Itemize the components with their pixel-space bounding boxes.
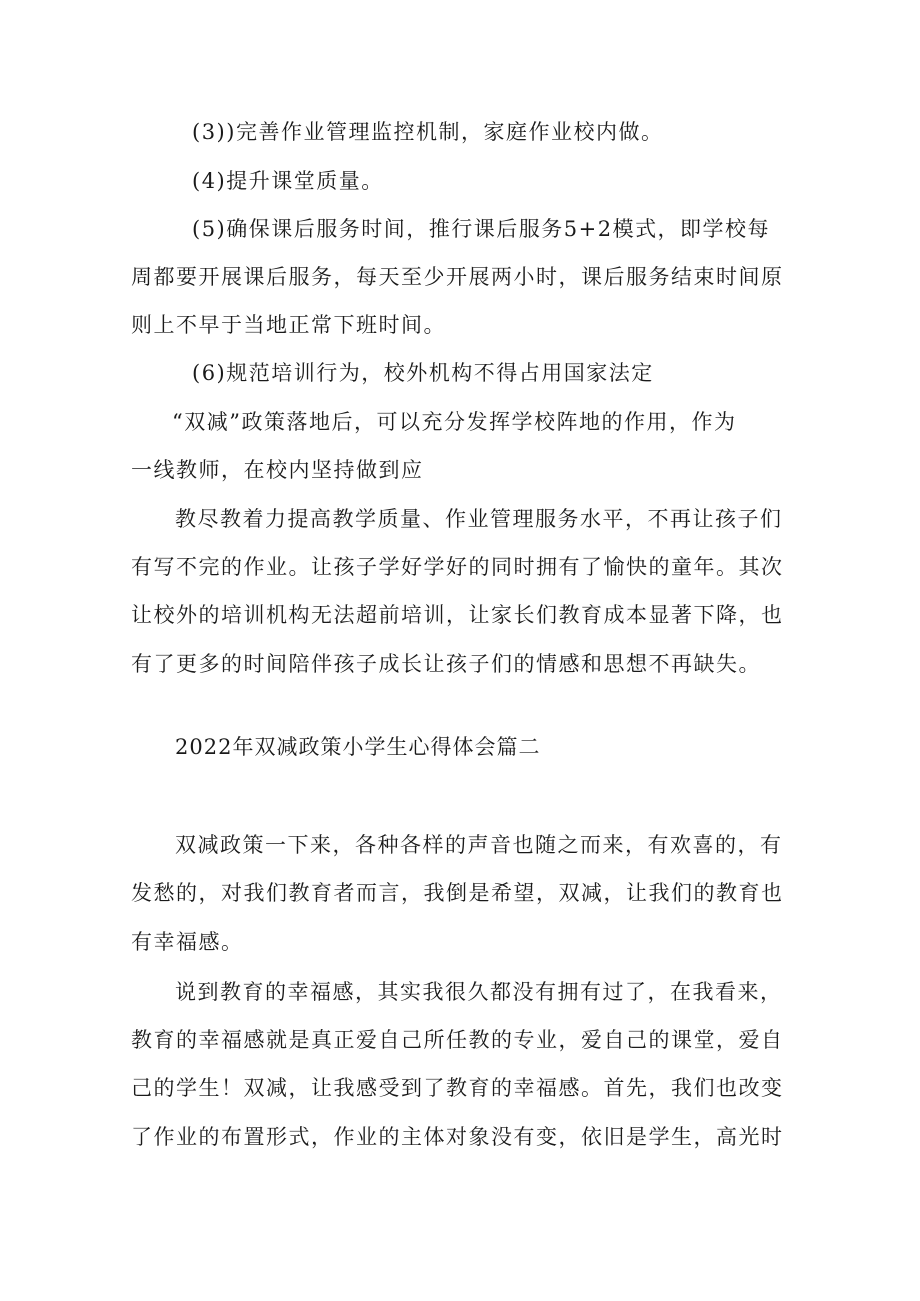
text-line: 一线教师，在校内坚持做到应 (131, 458, 424, 482)
text-line: 有写不完的作业。让孩子学好学好的同时拥有了愉快的童年。其次 (131, 555, 784, 579)
text-line: (6)规范培训行为，校外机构不得占用国家法定 (192, 361, 654, 385)
text-line: 教育的幸福感就是真正爱自己所任教的专业，爱自己的课堂，爱自 (131, 1028, 784, 1052)
text-line: (5)确保课后服务时间，推行课后服务5+2模式，即学校每 (192, 217, 771, 241)
text-line: 发愁的，对我们教育者而言，我倒是希望，双减，让我们的教育也 (131, 881, 784, 905)
text-line: 己的学生！双减，让我感受到了教育的幸福感。首先，我们也改变 (131, 1076, 784, 1100)
text-line: 教尽教着力提高教学质量、作业管理服务水平，不再让孩子们 (175, 507, 783, 531)
text-line: 双减政策一下来，各种各样的声音也随之而来，有欢喜的，有 (175, 833, 783, 857)
text-line: (3))完善作业管理监控机制，家庭作业校内做。 (192, 120, 664, 144)
text-line: 了作业的布置形式，作业的主体对象没有变，依旧是学生，高光时 (131, 1125, 784, 1149)
text-line: 说到教育的幸福感，其实我很久都没有拥有过了，在我看来， (175, 980, 783, 1004)
text-line: 则上不早于当地正常下班时间。 (131, 313, 446, 337)
text-line: 有了更多的时间陪伴孩子成长让孩子们的情感和思想不再缺失。 (131, 652, 761, 676)
text-line: 有幸福感。 (131, 930, 244, 954)
text-line: “双减”政策落地后，可以充分发挥学校阵地的作用，作为 (172, 410, 737, 434)
text-line: (4)提升课堂质量。 (192, 169, 384, 193)
text-line: 周都要开展课后服务，每天至少开展两小时，课后服务结束时间原 (131, 265, 784, 289)
text-line: 让校外的培训机构无法超前培训，让家长们教育成本显著下降，也 (131, 603, 784, 627)
section-heading: 2022年双减政策小学生心得体会篇二 (175, 735, 541, 759)
